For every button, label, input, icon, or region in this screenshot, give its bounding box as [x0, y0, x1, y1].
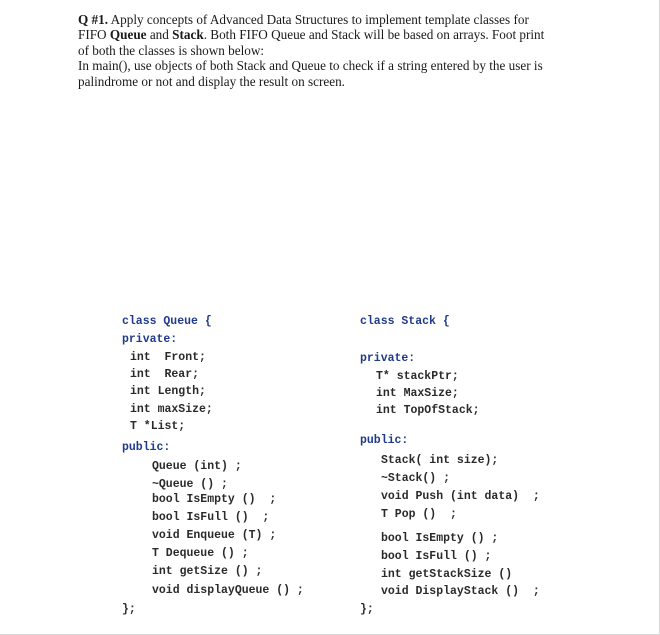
queue-member: int Length;: [130, 385, 206, 398]
stack-header: class Stack {: [360, 315, 450, 328]
queue-method: T Dequeue () ;: [152, 547, 249, 560]
queue-method: bool IsEmpty () ;: [152, 493, 277, 506]
stack-keyword: Stack: [172, 27, 204, 43]
stack-closing: };: [360, 603, 374, 616]
stack-method: Stack( int size);: [381, 454, 499, 467]
question-text: [78, 12, 638, 89]
queue-method: ~Queue () ;: [152, 478, 228, 491]
queue-header: class Queue {: [122, 315, 212, 328]
queue-private-label: private:: [122, 333, 178, 346]
stack-method: T Pop () ;: [381, 508, 457, 521]
question-line-1: Q #1. Apply concepts of Advanced Data Structures to implement template classes for: [78, 12, 529, 27]
queue-member: T *List;: [130, 420, 186, 433]
queue-method: bool IsFull () ;: [152, 511, 270, 524]
stack-method: void Push (int data) ;: [381, 490, 540, 503]
question-number: Q #1.: [78, 12, 109, 27]
queue-method: void displayQueue () ;: [152, 584, 304, 597]
stack-public-label: public:: [360, 434, 409, 447]
stack-method: ~Stack() ;: [381, 472, 451, 485]
stack-member: T* stackPtr;: [376, 370, 459, 383]
stack-member: int TopOfStack;: [376, 404, 480, 417]
queue-member: int Front;: [130, 351, 206, 364]
question-line-5: palindrome or not and display the result on screen.: [78, 73, 345, 89]
stack-method: void DisplayStack () ;: [381, 585, 540, 598]
question-line-3: of both the classes is shown below:: [78, 42, 265, 58]
queue-member: int maxSize;: [130, 403, 213, 416]
queue-method: Queue (int) ;: [152, 460, 242, 473]
stack-method: bool IsFull () ;: [381, 550, 492, 563]
question-line-2: FIFO Queue and Stack. Both FIFO Queue and Stack will be based on arrays. Foot print: [78, 27, 545, 43]
queue-closing: };: [122, 603, 136, 616]
queue-method: int getSize () ;: [152, 565, 263, 578]
question-line-4: In main(), use objects of both Stack and Queue to check if a string entered by the user is: [78, 58, 543, 74]
stack-member: int MaxSize;: [376, 387, 459, 400]
queue-member: int Rear;: [130, 368, 200, 381]
stack-method: bool IsEmpty () ;: [381, 532, 499, 545]
queue-public-label: public:: [122, 441, 171, 454]
queue-keyword: Queue: [109, 27, 147, 43]
queue-method: void Enqueue (T) ;: [152, 529, 277, 542]
stack-private-label: private:: [360, 352, 416, 365]
stack-method: int getStackSize (): [381, 568, 513, 581]
